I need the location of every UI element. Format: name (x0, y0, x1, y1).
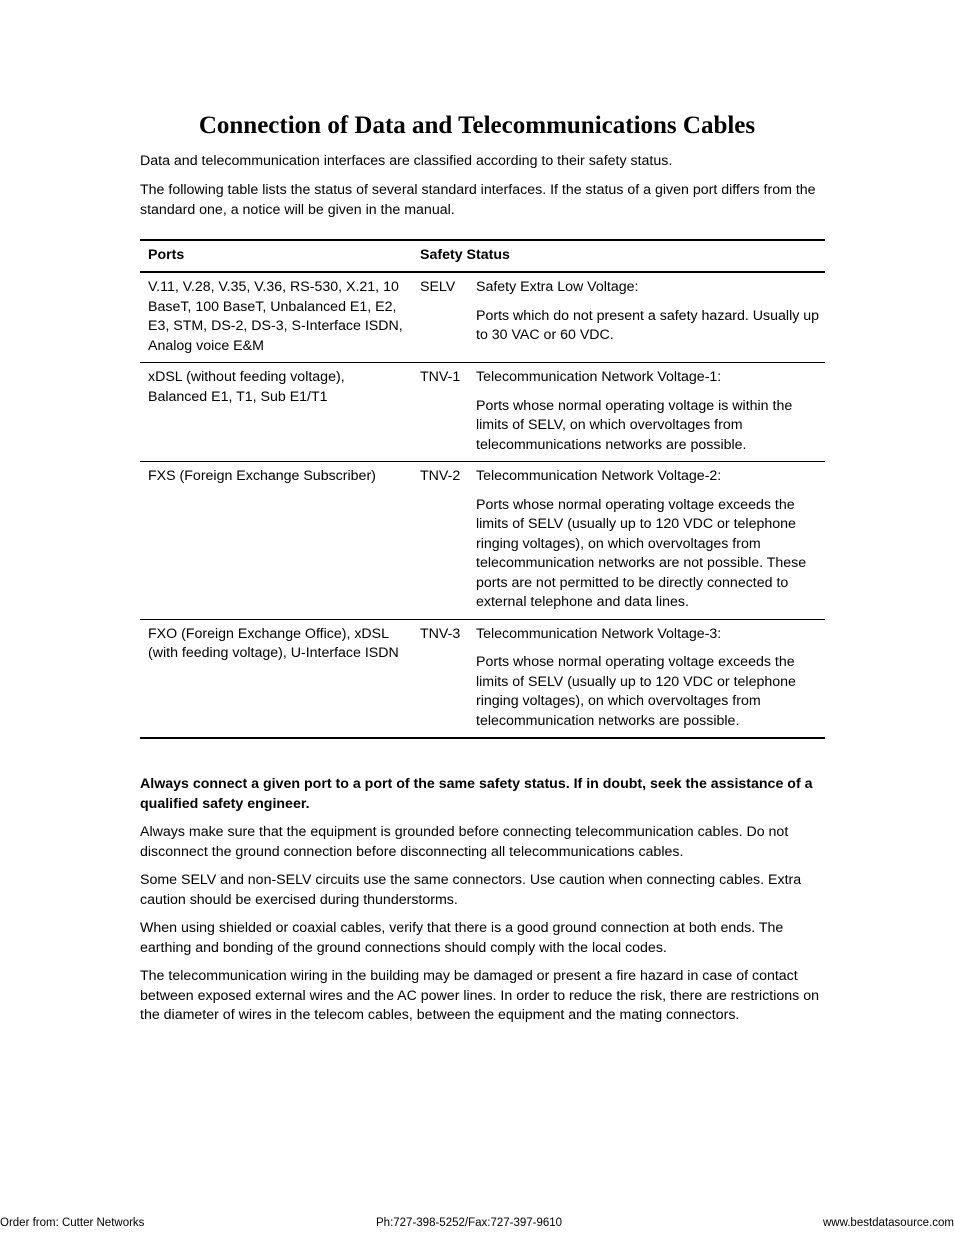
status-code-cell: SELV (412, 272, 468, 363)
ports-cell: FXO (Foreign Exchange Office), xDSL (with feeding voltage), U-Interface ISDN (148, 625, 399, 661)
intro-paragraph: The following table lists the status of several standard interfaces. If the status of a given port differs from the standard one, a notice will be given in the manual. (140, 182, 816, 218)
safety-status-column-header: Safety Status (412, 240, 825, 272)
ports-cell: V.11, V.28, V.35, V.36, RS-530, X.21, 10 BaseT, 100 BaseT, Unbalanced E1, E2, E3, STM, DS-2, DS-3, S-Interface ISDN, Analog voice E&M (140, 272, 412, 363)
table-row (140, 619, 825, 738)
status-heading: Safety Extra Low Voltage: (476, 279, 639, 295)
body-paragraph: When using shielded or coaxial cables, verify that there is a good ground connection at both ends. The earthing and bonding of the ground connections should comply with the local codes. (140, 920, 784, 956)
status-description: Ports which do not present a safety hazard. Usually up to 30 VAC or 60 VDC. (476, 307, 820, 343)
status-heading: Telecommunication Network Voltage-1: (476, 369, 722, 385)
status-description-cell (468, 462, 825, 620)
safety-warning: Always connect a given port to a port of the same safety status. If in doubt, seek the assistance of a qualified safety engineer. (140, 776, 813, 812)
ports-column-header: Ports (140, 240, 412, 272)
footer-website-link[interactable]: www.bestdatasource.com (822, 1217, 954, 1229)
status-heading: Telecommunication Network Voltage-2: (476, 468, 722, 484)
table-header-row (140, 240, 825, 272)
body-paragraph: Always make sure that the equipment is grounded before connecting telecommunication cables. Do not disconnect the ground connection before disconnecting all telecommunications cables. (140, 824, 789, 860)
safety-status-table (140, 239, 825, 739)
status-heading: Telecommunication Network Voltage-3: (476, 625, 722, 642)
status-description-cell (468, 272, 825, 363)
body-paragraph: Some SELV and non-SELV circuits use the same connectors. Use caution when connecting cables. Extra caution should be exercised during thunderstorms. (140, 872, 802, 908)
status-description: Ports whose normal operating voltage exceeds the limits of SELV (usually up to 120 VDC or telephone ringing voltages), on which overvoltages from telecommunication networks are not possible. These ports are not permitted to be directly connected to external telephone and data lines. (476, 496, 807, 610)
page-title: Connection of Data and Telecommunications Cables (198, 112, 756, 139)
ports-cell: FXS (Foreign Exchange Subscriber) (140, 462, 412, 620)
body-paragraph: The telecommunication wiring in the building may be damaged or present a fire hazard in case of contact between exposed external wires and the AC power lines. In order to reduce the risk, there are restrictions on the diameter of wires in the telecom cables, between the equipment and the mating connectors. (140, 968, 819, 1023)
status-description: Ports whose normal operating voltage exceeds the limits of SELV (usually up to 120 VDC or telephone ringing voltages), on which overvoltages from telecommunication networks are possible. (476, 654, 796, 729)
footer-order-info: Order from: Cutter Networks (0, 1217, 145, 1229)
table-row (140, 272, 825, 363)
status-description-cell (468, 619, 825, 738)
table-row (140, 462, 825, 620)
status-code-cell: TNV-3 (420, 625, 461, 642)
status-description: Ports whose normal operating voltage is within the limits of SELV, on which overvoltages from telecommunications networks are possible. (476, 397, 793, 453)
status-description-cell (468, 363, 825, 462)
intro-paragraph: Data and telecommunication interfaces are classified according to their safety status. (140, 153, 673, 169)
status-code-cell: TNV-1 (412, 363, 468, 462)
table-row (140, 363, 825, 462)
ports-cell: xDSL (without feeding voltage), Balanced E1, T1, Sub E1/T1 (140, 363, 412, 462)
status-code-cell: TNV-2 (412, 462, 468, 620)
footer-phone-fax: Ph:727-398-5252/Fax:727-397-9610 (376, 1217, 563, 1229)
